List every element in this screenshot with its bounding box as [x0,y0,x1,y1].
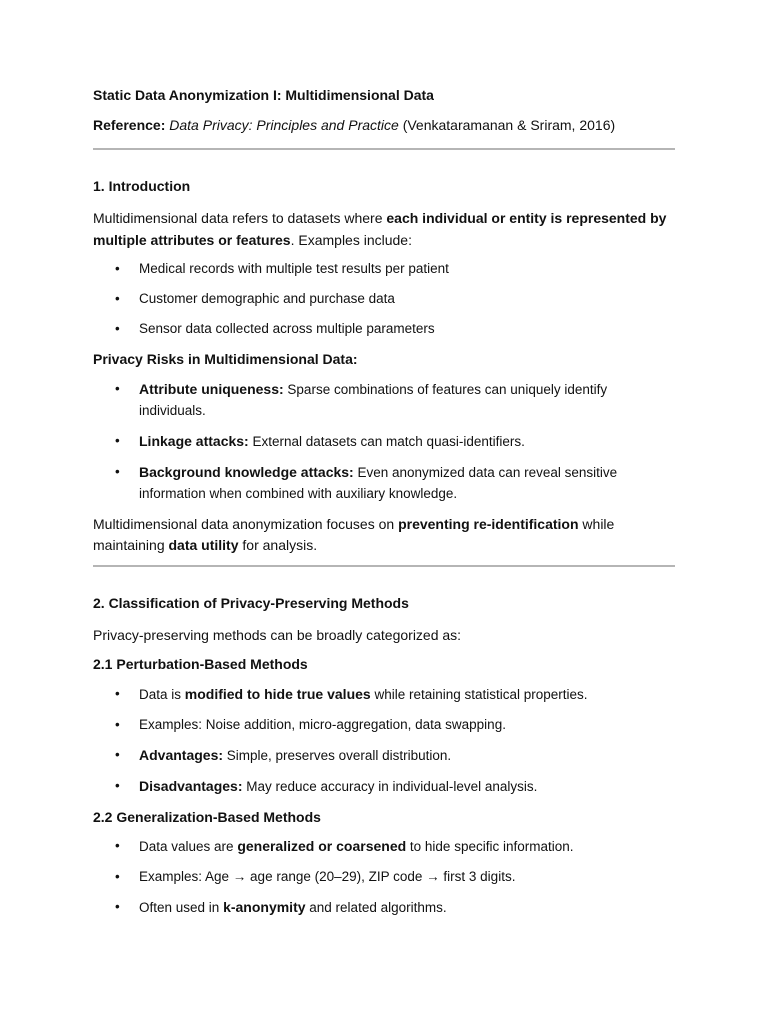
list-item-text: Data values are [139,839,238,855]
summary-paragraph [93,514,675,557]
intro-paragraph [93,208,675,251]
list-item-text: while retaining statistical properties. [370,686,588,702]
bullet-icon: • [115,746,120,762]
intro-text: Multidimensional data refers to datasets where [93,210,387,227]
subsection-heading-generalization: 2.2 Generalization-Based Methods [93,808,321,825]
list-item-text: Examples: Age → age range (20–29), ZIP code → first 3 digits. [139,869,516,885]
list-item [93,259,675,280]
risk-description: Even anonymized data can reveal sensitive information when combined with auxiliary knowledge. [139,464,618,501]
section-heading-introduction: 1. Introduction [93,178,191,195]
list-item [93,684,675,706]
reference-line [93,115,675,137]
bullet-icon: • [115,261,120,277]
list-item-text: Examples: Noise addition, micro-aggregation, data swapping. [139,716,506,732]
bullet-icon: • [115,463,120,479]
list-item [93,431,675,453]
bullet-icon: • [115,869,120,885]
document-title: Static Data Anonymization I: Multidimensional Data [93,87,434,103]
summary-bold: data utility [168,537,239,554]
list-item-bold: Advantages: [139,746,224,763]
risk-description: External datasets can match quasi-identifiers. [248,433,525,449]
risk-term: Background knowledge attacks: [139,463,354,480]
list-item [93,715,675,736]
risk-term: Attribute uniqueness: [139,380,284,397]
list-item [93,379,675,422]
list-item-text: Often used in [139,900,224,916]
examples-list [93,259,675,340]
list-item [93,462,675,505]
bullet-icon: • [115,321,120,337]
risk-description: Sparse combinations of features can uniquely identify individuals. [139,381,608,418]
summary-text: Multidimensional data anonymization focuses on [93,515,399,532]
list-item [93,776,675,798]
bullet-icon: • [115,777,120,793]
list-item-text: Medical records with multiple test results per patient [139,261,449,277]
list-item-bold: Disadvantages: [139,777,243,794]
subsection-heading-perturbation: 2.1 Perturbation-Based Methods [93,656,308,673]
list-item [93,836,675,858]
list-item-text: Data is [139,686,185,702]
bullet-icon: • [115,291,120,307]
list-item-text: to hide specific information. [406,839,574,855]
intro-bold: each individual or entity is represented by multiple attributes or features [93,210,667,248]
document-body [93,85,675,928]
list-item-bold: generalized or coarsened [237,838,407,855]
list-item [93,897,675,919]
summary-bold: preventing re-identification [398,515,579,532]
list-item [93,289,675,310]
list-item-text: and related algorithms. [305,900,447,916]
reference-book-title: Data Privacy: Principles and Practice [169,116,399,133]
bullet-icon: • [115,716,120,732]
list-item-text: Sensor data collected across multiple parameters [139,321,435,337]
list-item [93,319,675,340]
reference-authors: (Venkataramanan & Sriram, 2016) [402,116,616,133]
divider [93,148,675,150]
risks-list [93,379,675,505]
list-item [93,745,675,767]
list-item-text: May reduce accuracy in individual-level analysis. [242,778,538,794]
list-item-text: Customer demographic and purchase data [139,291,395,307]
summary-text: while maintaining [93,515,615,554]
reference-label: Reference: [93,116,166,133]
bullet-icon: • [115,899,120,915]
bullet-icon: • [115,685,120,701]
list-item-bold: k-anonymity [223,899,306,916]
risk-term: Linkage attacks: [139,432,249,449]
list-item [93,867,675,888]
list-item-bold: modified to hide true values [184,685,371,702]
classification-intro: Privacy-preserving methods can be broadly categorized as: [93,626,462,643]
section-heading-classification: 2. Classification of Privacy-Preserving Methods [93,594,409,611]
generalization-list [93,836,675,919]
bullet-icon: • [115,432,120,448]
bullet-icon: • [115,380,120,396]
bullet-icon: • [115,838,120,854]
list-item-text: Simple, preserves overall distribution. [223,747,452,763]
summary-text: for analysis. [238,537,318,554]
divider [93,565,675,567]
intro-text-end: . Examples include: [290,231,412,248]
perturbation-list [93,684,675,798]
privacy-risks-heading: Privacy Risks in Multidimensional Data: [93,351,358,368]
